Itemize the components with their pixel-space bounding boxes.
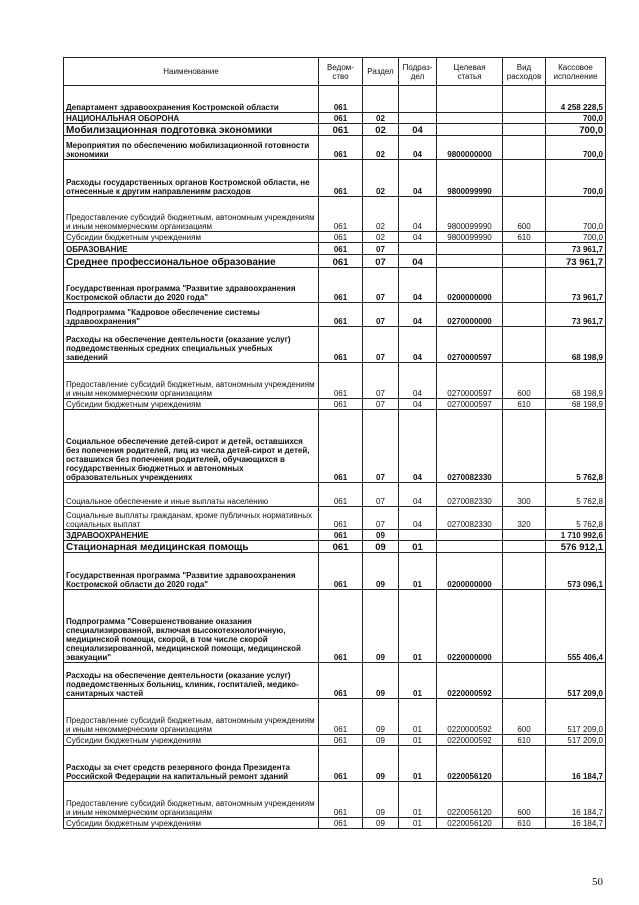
row-target-article: 0270000597 bbox=[437, 363, 503, 399]
row-expense-type bbox=[503, 590, 546, 663]
row-name: Среднее профессиональное образование bbox=[64, 255, 319, 268]
row-section: 09 bbox=[363, 735, 399, 746]
row-cash-execution: 5 762,8 bbox=[546, 410, 606, 483]
row-name: Субсидии бюджетным учреждениям bbox=[64, 232, 319, 243]
header-target-article: Целевая статья bbox=[437, 58, 503, 86]
row-section: 02 bbox=[363, 124, 399, 136]
row-department: 061 bbox=[319, 197, 363, 232]
row-cash-execution: 4 258 228,5 bbox=[546, 86, 606, 113]
row-name: Мероприятия по обеспечению мобилизационной готовности экономики bbox=[64, 136, 319, 160]
table-row bbox=[64, 232, 606, 243]
row-name: Подпрограмма "Кадровое обеспечение системы здравоохранения" bbox=[64, 303, 319, 327]
row-name: ЗДРАВООХРАНЕНИЕ bbox=[64, 530, 319, 541]
row-target-article: 0220056120 bbox=[437, 818, 503, 829]
row-cash-execution: 73 961,7 bbox=[546, 243, 606, 255]
row-name: Расходы на обеспечение деятельности (оказание услуг) подведомственных средних специальных учебных заведений bbox=[64, 327, 319, 363]
row-cash-execution: 573 096,1 bbox=[546, 553, 606, 590]
row-department: 061 bbox=[319, 232, 363, 243]
row-subsection: 01 bbox=[399, 735, 437, 746]
row-section: 09 bbox=[363, 663, 399, 699]
row-subsection: 01 bbox=[399, 541, 437, 553]
row-target-article: 0220056120 bbox=[437, 782, 503, 818]
table-row bbox=[64, 86, 606, 113]
table-row bbox=[64, 124, 606, 136]
row-name: Подпрограмма "Совершенствование оказания специализированной, включая высокотехнологичную, медицинской помощи, скорой, в том числе скорой специализированной, медицинской помощи, медицинской эвакуации" bbox=[64, 590, 319, 663]
row-subsection: 04 bbox=[399, 303, 437, 327]
row-subsection bbox=[399, 113, 437, 124]
row-section: 07 bbox=[363, 410, 399, 483]
row-target-article bbox=[437, 530, 503, 541]
row-section: 07 bbox=[363, 363, 399, 399]
row-name: Субсидии бюджетным учреждениям bbox=[64, 735, 319, 746]
row-department: 061 bbox=[319, 746, 363, 782]
row-name: Субсидии бюджетным учреждениям bbox=[64, 818, 319, 829]
row-cash-execution: 73 961,7 bbox=[546, 303, 606, 327]
row-expense-type bbox=[503, 255, 546, 268]
table-row bbox=[64, 663, 606, 699]
row-expense-type: 610 bbox=[503, 735, 546, 746]
row-name: НАЦИОНАЛЬНАЯ ОБОРОНА bbox=[64, 113, 319, 124]
row-department: 061 bbox=[319, 818, 363, 829]
table-row bbox=[64, 818, 606, 829]
row-department: 061 bbox=[319, 303, 363, 327]
table-row bbox=[64, 530, 606, 541]
row-subsection: 04 bbox=[399, 483, 437, 507]
row-section: 07 bbox=[363, 399, 399, 410]
header-expense-type: Вид расходов bbox=[503, 58, 546, 86]
row-name: Социальные выплаты гражданам, кроме публичных нормативных социальных выплат bbox=[64, 507, 319, 530]
row-name: Стационарная медицинская помощь bbox=[64, 541, 319, 553]
table-row bbox=[64, 553, 606, 590]
row-cash-execution: 700,0 bbox=[546, 113, 606, 124]
row-department: 061 bbox=[319, 160, 363, 197]
row-expense-type: 600 bbox=[503, 782, 546, 818]
row-expense-type bbox=[503, 86, 546, 113]
row-target-article: 9800099990 bbox=[437, 197, 503, 232]
row-name: Расходы государственных органов Костромской области, не отнесенные к другим направлениям расходов bbox=[64, 160, 319, 197]
row-department: 061 bbox=[319, 530, 363, 541]
row-subsection: 01 bbox=[399, 553, 437, 590]
row-department: 061 bbox=[319, 507, 363, 530]
table-row bbox=[64, 327, 606, 363]
table-row bbox=[64, 782, 606, 818]
row-department: 061 bbox=[319, 268, 363, 303]
row-cash-execution: 700,0 bbox=[546, 124, 606, 136]
row-section: 09 bbox=[363, 590, 399, 663]
table-row bbox=[64, 590, 606, 663]
table-row bbox=[64, 541, 606, 553]
row-department: 061 bbox=[319, 782, 363, 818]
row-section: 07 bbox=[363, 303, 399, 327]
row-subsection bbox=[399, 86, 437, 113]
row-name: Мобилизационная подготовка экономики bbox=[64, 124, 319, 136]
row-section: 09 bbox=[363, 818, 399, 829]
row-cash-execution: 517 209,0 bbox=[546, 699, 606, 735]
row-subsection: 04 bbox=[399, 160, 437, 197]
row-name: Субсидии бюджетным учреждениям bbox=[64, 399, 319, 410]
row-cash-execution: 517 209,0 bbox=[546, 663, 606, 699]
row-name: Государственная программа "Развитие здравоохранения Костромской области до 2020 года" bbox=[64, 268, 319, 303]
row-department: 061 bbox=[319, 483, 363, 507]
row-target-article: 0220000592 bbox=[437, 735, 503, 746]
row-subsection: 01 bbox=[399, 782, 437, 818]
row-section: 09 bbox=[363, 699, 399, 735]
row-subsection: 04 bbox=[399, 136, 437, 160]
row-target-article: 0220000592 bbox=[437, 699, 503, 735]
row-section: 07 bbox=[363, 268, 399, 303]
row-name: Расходы на обеспечение деятельности (оказание услуг) подведомственных больниц, клиник, госпиталей, медико-санитарных частей bbox=[64, 663, 319, 699]
row-department: 061 bbox=[319, 255, 363, 268]
table-row bbox=[64, 136, 606, 160]
row-section: 09 bbox=[363, 553, 399, 590]
row-cash-execution: 517 209,0 bbox=[546, 735, 606, 746]
row-section: 07 bbox=[363, 327, 399, 363]
row-target-article: 9800000000 bbox=[437, 136, 503, 160]
table-row bbox=[64, 363, 606, 399]
row-department: 061 bbox=[319, 735, 363, 746]
row-target-article bbox=[437, 243, 503, 255]
row-target-article: 9800099990 bbox=[437, 160, 503, 197]
row-cash-execution: 73 961,7 bbox=[546, 255, 606, 268]
row-subsection: 01 bbox=[399, 590, 437, 663]
row-section: 02 bbox=[363, 232, 399, 243]
row-name: Государственная программа "Развитие здравоохранения Костромской области до 2020 года" bbox=[64, 553, 319, 590]
row-subsection: 04 bbox=[399, 197, 437, 232]
row-target-article: 0270000597 bbox=[437, 327, 503, 363]
table-row bbox=[64, 197, 606, 232]
table-row bbox=[64, 735, 606, 746]
page-number: 50 bbox=[592, 876, 603, 888]
row-subsection: 04 bbox=[399, 124, 437, 136]
table-row bbox=[64, 303, 606, 327]
header-subsection: Подраз- дел bbox=[399, 58, 437, 86]
row-subsection: 04 bbox=[399, 327, 437, 363]
row-cash-execution: 16 184,7 bbox=[546, 746, 606, 782]
row-subsection: 04 bbox=[399, 410, 437, 483]
row-expense-type bbox=[503, 160, 546, 197]
row-cash-execution: 5 762,8 bbox=[546, 483, 606, 507]
row-department: 061 bbox=[319, 590, 363, 663]
row-target-article: 0220000000 bbox=[437, 590, 503, 663]
row-section: 07 bbox=[363, 243, 399, 255]
row-subsection bbox=[399, 243, 437, 255]
row-subsection: 04 bbox=[399, 268, 437, 303]
row-cash-execution: 700,0 bbox=[546, 197, 606, 232]
row-section bbox=[363, 86, 399, 113]
budget-execution-table bbox=[63, 57, 606, 829]
row-expense-type bbox=[503, 113, 546, 124]
row-department: 061 bbox=[319, 136, 363, 160]
row-cash-execution: 700,0 bbox=[546, 136, 606, 160]
table-row bbox=[64, 255, 606, 268]
row-cash-execution: 555 406,4 bbox=[546, 590, 606, 663]
row-expense-type bbox=[503, 530, 546, 541]
row-expense-type bbox=[503, 663, 546, 699]
header-cash-execution: Кассовое исполнение bbox=[546, 58, 606, 86]
row-name: Департамент здравоохранения Костромской области bbox=[64, 86, 319, 113]
table-body bbox=[64, 86, 606, 829]
table-row bbox=[64, 483, 606, 507]
row-subsection: 04 bbox=[399, 363, 437, 399]
row-section: 07 bbox=[363, 483, 399, 507]
row-name: Предоставление субсидий бюджетным, автономным учреждениям и иным некоммерческим организациям bbox=[64, 782, 319, 818]
row-expense-type bbox=[503, 327, 546, 363]
row-department: 061 bbox=[319, 699, 363, 735]
table-row bbox=[64, 410, 606, 483]
row-name: Предоставление субсидий бюджетным, автономным учреждениям и иным некоммерческим организациям bbox=[64, 197, 319, 232]
row-target-article bbox=[437, 86, 503, 113]
row-expense-type: 610 bbox=[503, 232, 546, 243]
row-expense-type bbox=[503, 553, 546, 590]
row-name: Предоставление субсидий бюджетным, автономным учреждениям и иным некоммерческим организациям bbox=[64, 363, 319, 399]
row-department: 061 bbox=[319, 243, 363, 255]
row-cash-execution: 1 710 992,6 bbox=[546, 530, 606, 541]
row-section: 09 bbox=[363, 746, 399, 782]
row-expense-type: 600 bbox=[503, 363, 546, 399]
row-target-article: 0270000597 bbox=[437, 399, 503, 410]
row-section: 09 bbox=[363, 541, 399, 553]
row-target-article: 0200000000 bbox=[437, 268, 503, 303]
row-section: 07 bbox=[363, 507, 399, 530]
header-section: Раздел bbox=[363, 58, 399, 86]
row-target-article bbox=[437, 124, 503, 136]
row-subsection: 04 bbox=[399, 399, 437, 410]
row-target-article bbox=[437, 113, 503, 124]
row-section: 02 bbox=[363, 113, 399, 124]
table-row bbox=[64, 160, 606, 197]
row-cash-execution: 68 198,9 bbox=[546, 363, 606, 399]
row-target-article bbox=[437, 255, 503, 268]
row-section: 09 bbox=[363, 782, 399, 818]
row-section: 07 bbox=[363, 255, 399, 268]
table-row bbox=[64, 746, 606, 782]
row-expense-type bbox=[503, 410, 546, 483]
row-department: 061 bbox=[319, 363, 363, 399]
row-target-article: 0270082330 bbox=[437, 507, 503, 530]
table-header-row bbox=[64, 58, 606, 86]
row-expense-type bbox=[503, 541, 546, 553]
table-row bbox=[64, 268, 606, 303]
row-department: 061 bbox=[319, 399, 363, 410]
row-subsection: 01 bbox=[399, 746, 437, 782]
row-target-article: 0270082330 bbox=[437, 410, 503, 483]
row-department: 061 bbox=[319, 113, 363, 124]
row-target-article: 0220000592 bbox=[437, 663, 503, 699]
row-expense-type bbox=[503, 268, 546, 303]
row-expense-type: 300 bbox=[503, 483, 546, 507]
row-expense-type: 610 bbox=[503, 818, 546, 829]
row-cash-execution: 5 762,8 bbox=[546, 507, 606, 530]
row-subsection: 04 bbox=[399, 232, 437, 243]
row-subsection bbox=[399, 530, 437, 541]
row-section: 02 bbox=[363, 197, 399, 232]
row-expense-type bbox=[503, 136, 546, 160]
row-expense-type bbox=[503, 303, 546, 327]
row-subsection: 01 bbox=[399, 818, 437, 829]
row-subsection: 01 bbox=[399, 699, 437, 735]
header-name: Наименование bbox=[64, 58, 319, 86]
row-target-article: 0200000000 bbox=[437, 553, 503, 590]
row-cash-execution: 68 198,9 bbox=[546, 399, 606, 410]
row-name: ОБРАЗОВАНИЕ bbox=[64, 243, 319, 255]
row-department: 061 bbox=[319, 410, 363, 483]
row-target-article: 0270082330 bbox=[437, 483, 503, 507]
row-subsection: 04 bbox=[399, 255, 437, 268]
row-expense-type bbox=[503, 124, 546, 136]
row-cash-execution: 73 961,7 bbox=[546, 268, 606, 303]
row-section: 02 bbox=[363, 160, 399, 197]
row-department: 061 bbox=[319, 541, 363, 553]
row-department: 061 bbox=[319, 553, 363, 590]
row-subsection: 04 bbox=[399, 507, 437, 530]
table-row bbox=[64, 399, 606, 410]
row-section: 09 bbox=[363, 530, 399, 541]
row-name: Расходы за счет средств резервного фонда Президента Российской Федерации на капитальный ремонт зданий bbox=[64, 746, 319, 782]
row-section: 02 bbox=[363, 136, 399, 160]
row-expense-type: 610 bbox=[503, 399, 546, 410]
row-expense-type: 320 bbox=[503, 507, 546, 530]
row-expense-type: 600 bbox=[503, 699, 546, 735]
row-expense-type bbox=[503, 243, 546, 255]
row-name: Предоставление субсидий бюджетным, автономным учреждениям и иным некоммерческим организациям bbox=[64, 699, 319, 735]
row-department: 061 bbox=[319, 86, 363, 113]
table-row bbox=[64, 113, 606, 124]
row-department: 061 bbox=[319, 327, 363, 363]
row-department: 061 bbox=[319, 124, 363, 136]
row-name: Социальное обеспечение и иные выплаты населению bbox=[64, 483, 319, 507]
header-department: Ведом- ство bbox=[319, 58, 363, 86]
row-subsection: 01 bbox=[399, 663, 437, 699]
row-expense-type bbox=[503, 746, 546, 782]
row-target-article: 9800099990 bbox=[437, 232, 503, 243]
row-cash-execution: 700,0 bbox=[546, 160, 606, 197]
row-cash-execution: 68 198,9 bbox=[546, 327, 606, 363]
row-cash-execution: 16 184,7 bbox=[546, 818, 606, 829]
table-row bbox=[64, 243, 606, 255]
table-row bbox=[64, 507, 606, 530]
row-cash-execution: 700,0 bbox=[546, 232, 606, 243]
row-expense-type: 600 bbox=[503, 197, 546, 232]
row-department: 061 bbox=[319, 663, 363, 699]
row-target-article: 0270000000 bbox=[437, 303, 503, 327]
row-cash-execution: 576 912,1 bbox=[546, 541, 606, 553]
row-cash-execution: 16 184,7 bbox=[546, 782, 606, 818]
table-row bbox=[64, 699, 606, 735]
row-target-article bbox=[437, 541, 503, 553]
row-name: Социальное обеспечение детей-сирот и детей, оставшихся без попечения родителей, лиц из числа детей-сирот и детей, оставшихся без попечения родителей, обучающихся в государственных бюджетных и автономных образовательных учреждениях bbox=[64, 410, 319, 483]
row-target-article: 0220056120 bbox=[437, 746, 503, 782]
